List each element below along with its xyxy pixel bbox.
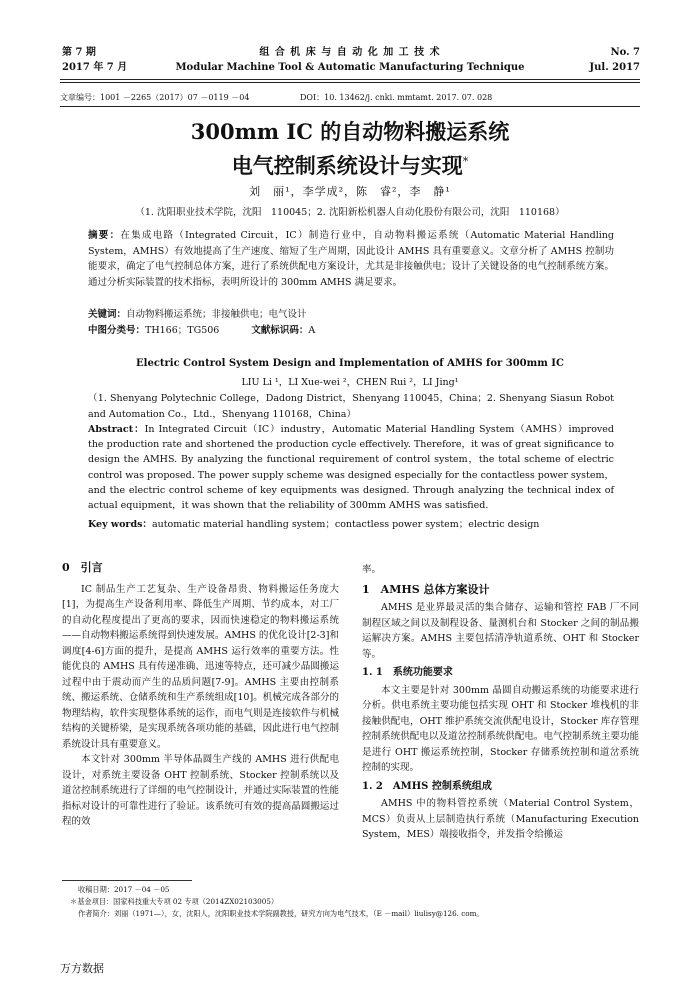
abstract-en: [88, 422, 614, 513]
issue-cn: 第 7 期: [62, 47, 96, 58]
keywords-en: [88, 517, 614, 533]
title-en: Electric Control System Design and Implementation of AMHS for 300mm IC: [136, 358, 564, 369]
left-paragraph-1: IC 制品生产工艺复杂、生产设备昂贵、物料搬运任务庞大[1]，为提高生产设备利用率、降低生产周期、节约成本，对工厂的自动化程度提出了更高的要求，因而快速稳定的物料搬运系统——自动物料搬运系统得到快速发展。AMHS 的优化设计[2-3]和调度[4-6]方面的提升，是提高 AMHS 运行效率的重要方法。性能优良的 AMHS 具有传递准确、迅速等特点，还可减少晶圆搬运过程中由于震动而产生的品质问题[7-9]。AMHS 主要由控制系统、搬运系统、仓储系统和生产系统组成[10]。机械完成各部分的物理结构，软件实现整体系统的运作，而电气则是连接软件与机械结构的关键桥梁，是实现系统各项功能的基础，因此进行电气控制系统设计具有重要意义。: [62, 583, 339, 750]
keywords-en-label: Key words：: [88, 519, 152, 530]
left-paragraph-2: 本文针对 300mm 半导体晶圆生产线的 AMHS 进行供配电设计，对系统主要设备 OHT 控制系统、Stocker 控制系统以及道岔控制系统进行了详细的电气控制设计，并通过实际装置的性能指标对设计的可靠性进行了验证。该系统可有效的提高晶圆搬运过程的效: [62, 754, 339, 827]
keywords-en-text: automatic material handling system；contactless power system；electric design: [151, 519, 540, 530]
header-rule-1: [60, 79, 640, 80]
right-paragraph-1: AMHS 是业界最灵活的集合储存、运输和管控 FAB 厂不同制程区域之间以及制程设备、量测机台和 Stocker 之间的制品搬运解决方案。AMHS 主要包括清净轨道系统、OHT 和 Stocker 等。: [362, 602, 639, 660]
doi: DOI：10. 13462/j. cnki. mmtamt. 2017. 07. 028: [300, 93, 493, 102]
section-0-heading: 0 引言: [62, 561, 103, 574]
right-column: [362, 562, 639, 843]
classification: [88, 323, 614, 339]
footnote-fund: ＊基金项目：国家科技重大专项 02 专项（2014ZX02103005）: [70, 897, 279, 906]
header-center: [150, 45, 550, 75]
section-1-1-heading: 1. 1 系统功能要求: [362, 667, 453, 678]
footnote-received: 收稿日期：2017 －04 －05: [78, 885, 170, 894]
section-1-2-heading: 1. 2 AMHS 控制系统组成: [362, 780, 492, 792]
header-right: [589, 45, 640, 75]
clc-label: 中图分类号：: [88, 325, 146, 336]
title-cn-line1: 300mm IC 的自动物料搬运系统: [190, 119, 510, 144]
authors-cn: 刘 丽¹，李学成²，陈 睿²，李 静¹: [249, 185, 451, 198]
keywords-cn-text: 自动物料搬运系统；非接触供电；电气设计: [126, 309, 307, 320]
doc-code-label: 文献标识码：: [251, 325, 309, 336]
fund-mark: *: [462, 155, 469, 168]
footnote-rule: [62, 880, 192, 881]
brand-watermark: 万方数据: [60, 962, 104, 975]
meta-rule: [60, 106, 640, 107]
right-continuation: 率。: [362, 564, 382, 575]
issue-en: No. 7: [610, 47, 640, 58]
abstract-cn-label: 摘要：: [88, 230, 121, 241]
header-left: [62, 45, 127, 75]
article-number: 文章编号：1001 －2265（2017）07 －0119 －04: [60, 93, 250, 102]
date-cn: 2017 年 7 月: [62, 62, 128, 73]
title-cn-line2: [60, 148, 640, 180]
section-1-heading: 1 AMHS 总体方案设计: [362, 582, 490, 596]
header-rule-2: [60, 82, 640, 83]
affiliation-en: （1. Shenyang Polytechnic College，Dadong District，Shenyang 110045，China；2. Shenyang Siasun Robot and Automation Co.，Ltd.，Shenyang 110168，China）: [88, 393, 614, 420]
affiliation-cn: （1. 沈阳职业技术学院，沈阳 110045；2. 沈阳新松机器人自动化股份有限公司，沈阳 110168）: [135, 207, 565, 218]
keywords-cn: [88, 307, 614, 323]
doc-code-value: A: [308, 325, 316, 336]
footnote-author: 作者简介：刘丽（1971—），女，沈阳人，沈阳职业技术学院副教授，研究方向为电气技术，（E －mail）liulisy@126. com。: [78, 909, 484, 918]
authors-en: LIU Li ¹，LI Xue-wei ²，CHEN Rui ²，LI Jing¹: [241, 377, 459, 388]
left-column: [62, 560, 339, 830]
abstract-cn: [88, 228, 614, 290]
keywords-cn-label: 关键词：: [88, 309, 127, 320]
journal-en: Modular Machine Tool & Automatic Manufacturing Technique: [175, 62, 525, 73]
abstract-cn-text: 在集成电路（Integrated Circuit，IC）制造行业中，自动物料搬运系统（Automatic Material Handling System，AMHS）有效地提高了生产速度、缩短了生产周期，因此设计 AMHS 具有重要意义。文章分析了 AMHS 控制功能要求，确定了电气控制总体方案，进行了系统供配电方案设计，尤其是非接触供电；设计了关键设备的电气控制系统方案。通过分析实际装置的技术指标，表明所设计的 300mm AMHS 满足要求。: [88, 230, 614, 288]
title-cn-line2-text: 电气控制系统设计与实现: [231, 153, 463, 178]
clc-value: TH166；TG506: [145, 325, 220, 336]
right-paragraph-2: 本文主要是针对 300mm 晶圆自动搬运系统的功能要求进行分析。供电系统主要功能包括实现 OHT 和 Stocker 堆栈机的非接触供配电，OHT 维护系统交流供配电设计，Stocker 库存管理控制系统供配电以及道岔控制系统供配电。电气控制系统主要功能是进行 OHT 搬运系统控制，Stocker 存储系统控制和道岔系统控制的实现。: [362, 684, 639, 773]
abstract-en-text: In Integrated Circuit（IC）industry，Automatic Material Handling System（AMHS）improved the production rate and shortened the production cycle effectively. Therefore，it was of great significance to design the AMHS. By analyzing the functional requirement of control system，the total scheme of electric control was proposed. The power supply scheme was designed especially for the contactless power system，and the electric control scheme of key equipments was designed. Through analyzing the technical index of actual equipment，it was shown that the reliability of 300mm AMHS was satisfied.: [88, 424, 614, 512]
footnotes: [70, 884, 658, 920]
abstract-en-label: Abstract：: [88, 424, 145, 435]
journal-cn: 组 合 机 床 与 自 动 化 加 工 技 术: [259, 47, 441, 58]
date-en: Jul. 2017: [589, 62, 640, 73]
right-paragraph-3: AMHS 中的物料管控系统（Material Control System，MCS）负责从上层制造执行系统（Manufacturing Execution System，MES）端接收指令，并发指令给搬运: [362, 798, 639, 840]
